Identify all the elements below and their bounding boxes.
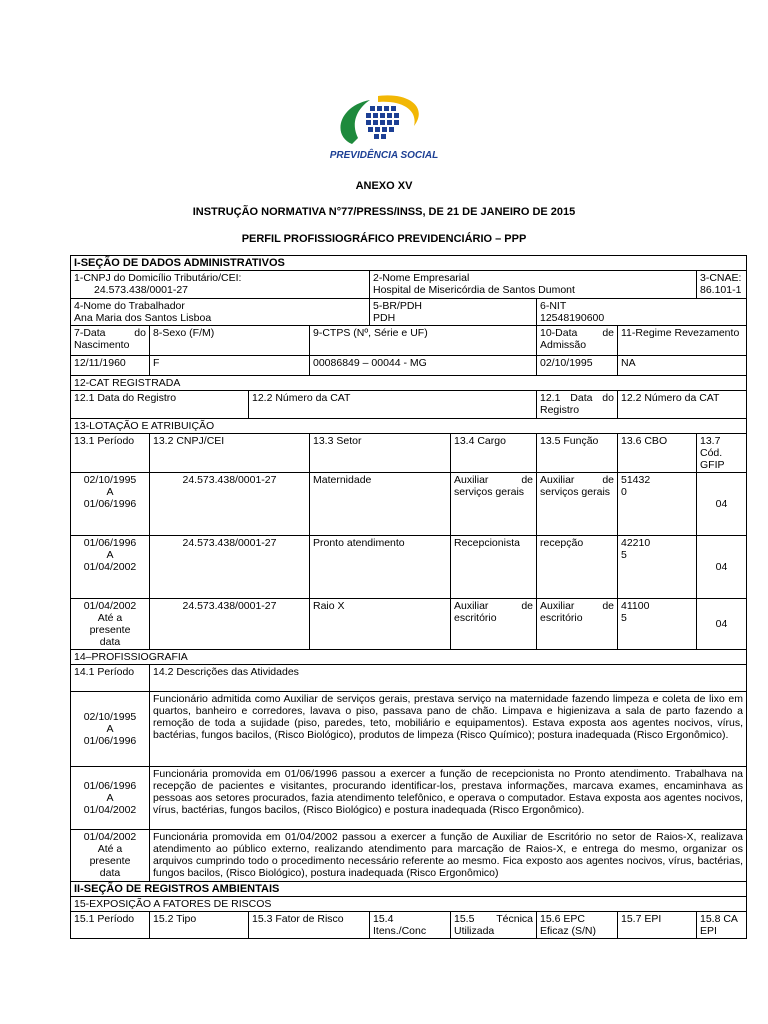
lotacao-sector: Maternidade (310, 473, 451, 536)
company-label: 2-Nome Empresarial (373, 272, 470, 284)
cat-reg-date-label: 12.1 Data do Registro (71, 391, 249, 419)
profissiografia-period: 01/06/1996 A 01/04/2002 (71, 767, 150, 830)
exposure-header-epi: 15.7 EPI (618, 912, 697, 939)
cnae-label: 3-CNAE: (700, 272, 742, 284)
cnae-cell (697, 271, 747, 299)
brpdh-label: 5-BR/PDH (373, 300, 423, 312)
lotacao-gfip: 04 (697, 473, 747, 536)
cat-reg-date-label-2: 12.1 Data do Registro (537, 391, 618, 419)
birth-value: 12/11/1960 (71, 356, 150, 376)
cat-number-label-2: 12.2 Número da CAT (618, 391, 747, 419)
lotacao-role: Recepcionista (451, 536, 537, 599)
profissiografia-row (71, 767, 747, 830)
exposure-header-type: 15.2 Tipo (150, 912, 249, 939)
section2-title: II-SEÇÃO DE REGISTROS AMBIENTAIS (71, 882, 747, 897)
ctps-value: 00086849 – 00044 - MG (310, 356, 537, 376)
logo-graphic (318, 92, 450, 164)
cnpj-label: 1-CNPJ do Domicílio Tributário/CEI: (74, 272, 242, 284)
exposure-header-items: 15.4 Itens./Conc (370, 912, 451, 939)
lotacao-header-cbo: 13.6 CBO (618, 434, 697, 473)
lotacao-sector: Pronto atendimento (310, 536, 451, 599)
lotacao-gfip: 04 (697, 536, 747, 599)
lotacao-function: Auxiliar de serviços gerais (537, 473, 618, 536)
profissiografia-header-description: 14.2 Descrições das Atividades (150, 665, 747, 692)
lotacao-function: recepção (537, 536, 618, 599)
lotacao-cnpj: 24.573.438/0001-27 (150, 599, 310, 650)
lotacao-row (71, 473, 747, 536)
lotacao-header-sector: 13.3 Setor (310, 434, 451, 473)
lotacao-period: 01/04/2002 Até a presente data (71, 599, 150, 650)
exposure-header-ca-epi: 15.8 CA EPI (697, 912, 747, 939)
cnpj-value: 24.573.438/0001-27 (94, 284, 189, 296)
sex-value: F (150, 356, 310, 376)
exposure-title: 15-EXPOSIÇÃO A FATORES DE RISCOS (71, 897, 747, 912)
worker-cell (71, 299, 370, 326)
ppp-form-table (70, 255, 747, 939)
profissiografia-description: Funcionária promovida em 01/06/1996 passou a exercer a função de recepcionista no Pronto atendimento. Trabalhava na recepção de pacientes e visitantes, procurando identificar-los, prestava informações, marcava exames, encaminhava as pessoas aos setores procurados, fazia atendimento telefônico, e operava o computador. Estava exposta aos agentes nocivos, vírus, bactérias, fungos bacilos, (Risco Biológico) e postura inadequada (Risco Ergonômico). (150, 767, 747, 830)
company-value: Hospital de Misericórdia de Santos Dumont (373, 284, 575, 296)
lotacao-header-function: 13.5 Função (537, 434, 618, 473)
brpdh-value: PDH (373, 312, 396, 324)
profissiografia-period: 02/10/1995 A 01/06/1996 (71, 692, 150, 767)
lotacao-role: Auxiliar de serviços gerais (451, 473, 537, 536)
lotacao-header-cnpj: 13.2 CNPJ/CEI (150, 434, 310, 473)
lotacao-period: 01/06/1996 A 01/04/2002 (71, 536, 150, 599)
lotacao-role: Auxiliar de escritório (451, 599, 537, 650)
profissiografia-row (71, 692, 747, 767)
section1-title: I-SEÇÃO DE DADOS ADMINISTRATIVOS (71, 256, 747, 271)
lotacao-gfip: 04 (697, 599, 747, 650)
nit-cell (537, 299, 747, 326)
lotacao-header-gfip: 13.7 Cód. GFIP (697, 434, 747, 473)
profissiografia-header-period: 14.1 Período (71, 665, 150, 692)
ctps-label: 9-CTPS (Nº, Série e UF) (310, 326, 537, 356)
annex-title: ANEXO XV (355, 180, 413, 192)
nit-label: 6-NIT (540, 300, 567, 312)
cnpj-cell (71, 271, 370, 299)
lotacao-row (71, 599, 747, 650)
lotacao-cnpj: 24.573.438/0001-27 (150, 536, 310, 599)
sex-label: 8-Sexo (F/M) (150, 326, 310, 356)
previdencia-social-logo (318, 92, 450, 164)
company-cell (370, 271, 697, 299)
lotacao-period: 02/10/1995 A 01/06/1996 (71, 473, 150, 536)
regime-value: NA (618, 356, 747, 376)
admission-value: 02/10/1995 (537, 356, 618, 376)
lotacao-header-role: 13.4 Cargo (451, 434, 537, 473)
lotacao-row (71, 536, 747, 599)
cnae-value: 86.101-1 (700, 284, 742, 296)
lotacao-cbo: 42210 5 (618, 536, 697, 599)
lotacao-cnpj: 24.573.438/0001-27 (150, 473, 310, 536)
logo-text: PREVIDÊNCIA SOCIAL (329, 150, 439, 161)
lotacao-header-period: 13.1 Período (71, 434, 150, 473)
profissiografia-title: 14–PROFISSIOGRAFIA (71, 650, 747, 665)
birth-label: 7-Data do Nascimento (71, 326, 150, 356)
nit-value: 12548190600 (540, 312, 605, 324)
exposure-header-technique: 15.5 Técnica Utilizada (451, 912, 537, 939)
regime-label: 11-Regime Revezamento (618, 326, 747, 356)
document-title: PERFIL PROFISSIOGRÁFICO PREVIDENCIÁRIO – PPP (241, 233, 527, 245)
profissiografia-period: 01/04/2002 Até a presente data (71, 830, 150, 882)
instruction-title: INSTRUÇÃO NORMATIVA N°77/PRESS/INSS, DE 21 DE JANEIRO DE 2015 (192, 206, 576, 218)
lotacao-title: 13-LOTAÇÃO E ATRIBUIÇÃO (71, 419, 747, 434)
profissiografia-description: Funcionário admitida como Auxiliar de serviços gerais, prestava serviço na maternidade fazendo limpeza e coleta de lixo em quartos, banheiro e corredores, lavava o piso, passava pano de chão. Limpava e higienizava a sala de parto fazendo a remoção de toda a sujidade (piso, paredes, teto, mobiliário e equipamentos). Estava exposta aos agentes nocivos, vírus, bactérias, fungos bacilos, (Risco Biológico), produtos de limpeza (Risco Químico); postura inadequada (Risco Ergonômico). (150, 692, 747, 767)
admission-label: 10-Data de Admissão (537, 326, 618, 356)
worker-value: Ana Maria dos Santos Lisboa (74, 312, 212, 324)
profissiografia-description: Funcionária promovida em 01/04/2002 passou a exercer a função de Auxiliar de Escritório no setor de Raios-X, realizava atendimento ao público externo, realizando atendimento para marcação de Raios-X, e entrega do mesmo, organizar os arquivos cumprindo todo o procedimento necessário referente ao mesmo. Fica exposto aos agentes nocivos, vírus, bactérias, fungos bacilos, (Risco Biológico), postura inadequada (Risco Ergonômico) (150, 830, 747, 882)
worker-label: 4-Nome do Trabalhador (74, 300, 185, 312)
cat-number-label: 12.2 Número da CAT (249, 391, 537, 419)
profissiografia-row (71, 830, 747, 882)
exposure-header-period: 15.1 Período (71, 912, 150, 939)
exposure-header-epc: 15.6 EPC Eficaz (S/N) (537, 912, 618, 939)
cat-title: 12-CAT REGISTRADA (71, 376, 747, 391)
exposure-header-risk-factor: 15.3 Fator de Risco (249, 912, 370, 939)
lotacao-cbo: 41100 5 (618, 599, 697, 650)
lotacao-sector: Raio X (310, 599, 451, 650)
lotacao-function: Auxiliar de escritório (537, 599, 618, 650)
brpdh-cell (370, 299, 537, 326)
lotacao-cbo: 51432 0 (618, 473, 697, 536)
